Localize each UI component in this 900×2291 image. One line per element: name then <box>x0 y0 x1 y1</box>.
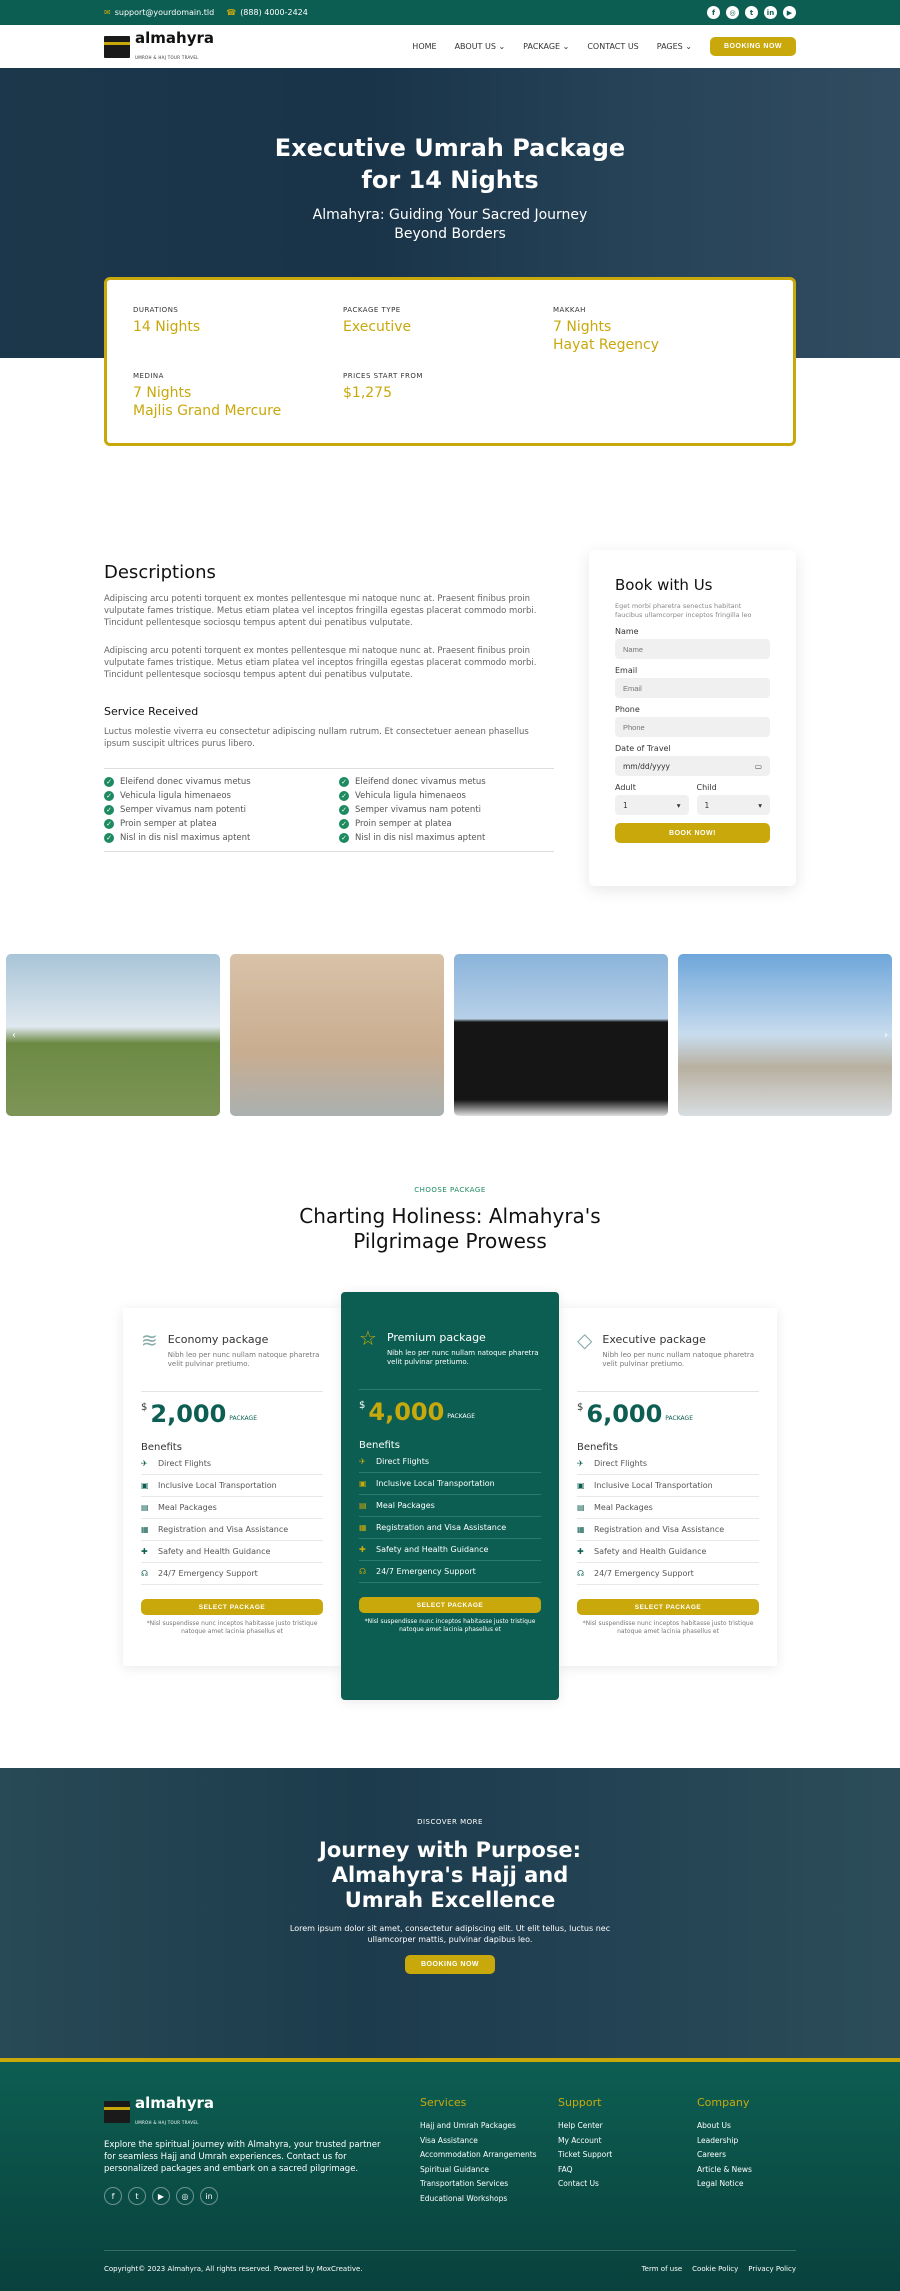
headset-icon: ☊ <box>577 1569 585 1578</box>
discover-booking-button[interactable]: BOOKING NOW <box>405 1955 495 1974</box>
nav-home[interactable]: HOME <box>412 42 437 51</box>
list-item: ▣ Inclusive Local Transportation <box>577 1475 759 1497</box>
nav-about[interactable]: ABOUT US ⌄ <box>454 42 506 51</box>
list-item: ✚ Safety and Health Guidance <box>577 1541 759 1563</box>
meal-icon: ▤ <box>141 1503 149 1512</box>
footer-about: almahyra UMROH & HAJ TOUR TRAVEL Explore the spiritual journey with Almahyra, your trusted partner for seamless Hajj and Umrah experiences. Contact us for personalized packages and embark on a sacred pilgrimage. f t ▶ ◎ in <box>104 2096 384 2206</box>
twitter-icon[interactable]: t <box>745 6 758 19</box>
gallery-madinah-image[interactable] <box>678 954 892 1116</box>
list-item: ✓ Vehicula ligula himenaeos <box>104 791 339 801</box>
footer-link[interactable]: Leadership <box>697 2135 739 2145</box>
logo[interactable]: almahyra UMROH & HAJ TOUR TRAVEL <box>104 31 214 62</box>
child-select[interactable]: 1 ▾ <box>697 795 771 815</box>
medkit-icon: ✚ <box>359 1545 366 1554</box>
footer-link[interactable]: Legal Notice <box>697 2179 744 2188</box>
service-title: Service Received <box>104 705 199 718</box>
footer-logo[interactable]: almahyra UMROH & HAJ TOUR TRAVEL <box>104 2096 384 2127</box>
star-icon: ☆ <box>359 1326 377 1350</box>
chevron-down-icon: ▾ <box>676 801 681 810</box>
premium-card: ☆ Premium package Nibh leo per nunc nullam natoque pharetra velit pulvinar pretiumo. $ 4,000 PACKAGE Benefits ✈ Direct Flights ▣ Inclusive Local Transportation ▤ Meal Packages ▦ Registration and Visa Assistance ✚ Safety and Health Guidance ☊ 24/7 Emergency Support SELECT PACKAGE *Nisl suspendisse nunc inceptos habitasse justo tristique natoque amet lacinia phasellus et <box>341 1292 559 1700</box>
bus-icon: ▣ <box>141 1481 149 1490</box>
instagram-icon[interactable]: ◎ <box>176 2187 194 2205</box>
check-icon: ✓ <box>339 805 349 815</box>
list-item: ▦ Registration and Visa Assistance <box>141 1519 323 1541</box>
footer-link[interactable]: Spiritual Guidance <box>420 2164 490 2174</box>
footer-link[interactable]: My Account <box>558 2135 602 2145</box>
packages-header: CHOOSE PACKAGE Charting Holiness: Almahyra's Pilgrimage Prowess <box>0 1186 900 1254</box>
footer-support: Support Help Center My Account Ticket Support FAQ Contact Us <box>558 2096 697 2206</box>
footer-link[interactable]: Ticket Support <box>558 2150 613 2159</box>
summary-medina: MEDINA 7 Nights Majlis Grand Mercure <box>133 372 282 419</box>
check-icon: ✓ <box>104 777 114 787</box>
packages-title: Charting Holiness: Almahyra's Pilgrimage Prowess <box>299 1204 601 1253</box>
discover-banner: DISCOVER MORE Journey with Purpose: Almahyra's Hajj and Umrah Excellence Lorem ipsum dolor sit amet, consectetur adipiscing elit. Ut elit tellus, luctus nec ullamcorper mattis, pulvinar dapibus leo. BOOKING NOW <box>0 1768 900 2058</box>
headset-icon: ☊ <box>359 1567 367 1576</box>
check-icon: ✓ <box>339 833 349 843</box>
list-item: ✚ Safety and Health Guidance <box>141 1541 323 1563</box>
check-icon: ✓ <box>104 833 114 843</box>
service-checklist <box>104 777 554 843</box>
meal-icon: ▤ <box>577 1503 585 1512</box>
summary-price: PRICES START FROM $1,275 <box>343 372 423 401</box>
main-nav <box>0 25 900 68</box>
list-item: ✈ Direct Flights <box>141 1453 323 1475</box>
list-item: ▣ Inclusive Local Transportation <box>141 1475 323 1497</box>
summary-type: PACKAGE TYPE Executive <box>343 306 412 335</box>
gallery-mosque-courtyard-image[interactable] <box>230 954 444 1116</box>
check-icon: ✓ <box>104 791 114 801</box>
economy-card: ≋ Economy package Nibh leo per nunc nullam natoque pharetra velit pulvinar pretiumo. $ 2,000 PACKAGE Benefits ✈ Direct Flights ▣ Inclusive Local Transportation ▤ Meal Packages ▦ Registration and Visa Assistance ✚ Safety and Health Guidance ☊ 24/7 Emergency Support SELECT PACKAGE *Nisl suspendisse nunc inceptos habitasse justo tristique natoque amet lacinia phasellus et <box>123 1308 341 1666</box>
list-item: ✓ Proin semper at platea <box>339 819 554 829</box>
executive-card: ◇ Executive package Nibh leo per nunc nullam natoque pharetra velit pulvinar pretiumo. $ 6,000 PACKAGE Benefits ✈ Direct Flights ▣ Inclusive Local Transportation ▤ Meal Packages ▦ Registration and Visa Assistance ✚ Safety and Health Guidance ☊ 24/7 Emergency Support SELECT PACKAGE *Nisl suspendisse nunc inceptos habitasse justo tristique natoque amet lacinia phasellus et <box>559 1308 777 1666</box>
mail-icon: ✉ <box>104 8 111 17</box>
list-item: ☊ 24/7 Emergency Support <box>577 1563 759 1585</box>
footer-link[interactable]: Contact Us <box>558 2179 599 2188</box>
bus-icon: ▣ <box>359 1479 367 1488</box>
linkedin-icon[interactable]: in <box>764 6 777 19</box>
list-item: ✓ Vehicula ligula himenaeos <box>339 791 554 801</box>
footer-link[interactable]: Help Center <box>558 2121 603 2130</box>
description-title: Descriptions <box>104 562 216 583</box>
medkit-icon: ✚ <box>141 1547 148 1556</box>
copyright: Copyright© 2023 Almahyra, All rights reserved. Powered by MoxCreative. <box>104 2265 363 2273</box>
name-input[interactable] <box>615 639 770 659</box>
list-item: ✓ Semper vivamus nam potenti <box>104 805 339 815</box>
kaaba-logo-icon <box>104 36 130 58</box>
list-item: ▤ Meal Packages <box>577 1497 759 1519</box>
youtube-icon[interactable]: ▶ <box>783 6 796 19</box>
footer-link[interactable]: Accommodation Arrangements <box>420 2150 537 2159</box>
footer-services: Services Hajj and Umrah Packages Visa Assistance Accommodation Arrangements Spiritual Guidance Transportation Services Educational Workshops <box>420 2096 558 2206</box>
gallery-kaaba-image[interactable] <box>454 954 668 1116</box>
list-item: ▤ Meal Packages <box>359 1495 541 1517</box>
list-item: ✓ Nisl in dis nisl maximus aptent <box>104 833 339 843</box>
list-item: ✈ Direct Flights <box>359 1451 541 1473</box>
summary-makkah: MAKKAH 7 Nights Hayat Regency <box>553 306 659 353</box>
facebook-icon[interactable]: f <box>104 2187 122 2205</box>
plane-icon: ✈ <box>577 1459 584 1468</box>
calendar-icon: ▭ <box>754 762 762 771</box>
nav-contact[interactable]: CONTACT US <box>587 42 639 51</box>
list-item: ✓ Eleifend donec vivamus metus <box>104 777 339 787</box>
list-item: ✓ Semper vivamus nam potenti <box>339 805 554 815</box>
check-icon: ✓ <box>104 805 114 815</box>
kaaba-logo-icon <box>104 2101 130 2123</box>
email-input[interactable] <box>615 678 770 698</box>
phone-contact[interactable]: ☎ (888) 4000-2424 <box>226 8 308 17</box>
booking-title: Book with Us <box>615 576 713 594</box>
meal-icon: ▤ <box>359 1501 367 1510</box>
footer-link[interactable]: Educational Workshops <box>420 2193 508 2203</box>
date-input[interactable]: mm/dd/yyyy ▭ <box>615 756 770 776</box>
instagram-icon[interactable]: ◎ <box>726 6 739 19</box>
linkedin-icon[interactable]: in <box>200 2187 218 2205</box>
prev-arrow-icon[interactable]: ‹ <box>12 1030 16 1041</box>
list-item: ▣ Inclusive Local Transportation <box>359 1473 541 1495</box>
select-economy-button[interactable]: SELECT PACKAGE <box>141 1599 323 1615</box>
list-item: ✈ Direct Flights <box>577 1453 759 1475</box>
summary-duration: DURATIONS 14 Nights <box>133 306 201 335</box>
footer-link[interactable]: Careers <box>697 2150 726 2159</box>
document-icon: ▦ <box>359 1523 367 1532</box>
layers-icon: ≋ <box>141 1328 158 1352</box>
footer <box>0 2058 900 2291</box>
booking-now-button[interactable]: BOOKING NOW <box>710 37 796 56</box>
list-item: ▤ Meal Packages <box>141 1497 323 1519</box>
footer-link[interactable]: FAQ <box>558 2164 573 2174</box>
list-item: ✓ Proin semper at platea <box>104 819 339 829</box>
select-premium-button[interactable]: SELECT PACKAGE <box>359 1597 541 1613</box>
facebook-icon[interactable]: f <box>707 6 720 19</box>
booking-form: Book with Us Eget morbi pharetra senectus habitant faucibus ullamcorper inceptos fringilla leo Name Name Email Email Phone Phone Date of Travel mm/dd/yyyy ▭ Adult 1 ▾ Child 1 ▾ BOOK NOW! <box>589 550 796 886</box>
list-item: ✓ Eleifend donec vivamus metus <box>339 777 554 787</box>
diamond-icon: ◇ <box>577 1328 593 1352</box>
next-arrow-icon[interactable]: › <box>884 1030 888 1041</box>
phone-icon: ☎ <box>226 8 237 17</box>
pricing-cards <box>0 1292 900 1700</box>
cookie-link[interactable]: Cookie Policy <box>692 2265 739 2273</box>
footer-company: Company About Us Leadership Careers Article & News Legal Notice <box>697 2096 752 2206</box>
privacy-link[interactable]: Privacy Policy <box>748 2265 796 2273</box>
package-summary-card <box>104 277 796 446</box>
list-item: ▦ Registration and Visa Assistance <box>577 1519 759 1541</box>
document-icon: ▦ <box>141 1525 149 1534</box>
top-bar <box>0 0 900 25</box>
phone-input[interactable] <box>615 717 770 737</box>
list-item: ☊ 24/7 Emergency Support <box>359 1561 541 1583</box>
twitter-icon[interactable]: t <box>128 2187 146 2205</box>
email-contact[interactable]: ✉ support@yourdomain.tld <box>104 8 215 17</box>
select-executive-button[interactable]: SELECT PACKAGE <box>577 1599 759 1615</box>
book-now-button[interactable]: BOOK NOW! <box>615 823 770 843</box>
list-item: ▦ Registration and Visa Assistance <box>359 1517 541 1539</box>
discover-title: Journey with Purpose: Almahyra's Hajj and Umrah Excellence <box>319 1838 581 1912</box>
check-icon: ✓ <box>339 791 349 801</box>
nav-package[interactable]: PACKAGE ⌄ <box>523 42 570 51</box>
gallery-airplane-image[interactable] <box>6 954 220 1116</box>
list-item: ✓ Nisl in dis nisl maximus aptent <box>339 833 554 843</box>
list-item: ✚ Safety and Health Guidance <box>359 1539 541 1561</box>
footer-link[interactable]: Transportation Services <box>420 2179 509 2188</box>
check-icon: ✓ <box>339 819 349 829</box>
check-icon: ✓ <box>339 777 349 787</box>
terms-link[interactable]: Term of use <box>641 2265 683 2273</box>
plane-icon: ✈ <box>359 1457 366 1466</box>
footer-link[interactable]: About Us <box>697 2121 731 2130</box>
headset-icon: ☊ <box>141 1569 149 1578</box>
hero-title: Executive Umrah Package for 14 Nights <box>274 134 626 194</box>
footer-link[interactable]: Visa Assistance <box>420 2135 478 2145</box>
hero-subtitle: Almahyra: Guiding Your Sacred Journey Beyond Borders <box>312 207 588 242</box>
footer-link[interactable]: Article & News <box>697 2164 752 2174</box>
bus-icon: ▣ <box>577 1481 585 1490</box>
nav-pages[interactable]: PAGES ⌄ <box>656 42 692 51</box>
plane-icon: ✈ <box>141 1459 148 1468</box>
list-item: ☊ 24/7 Emergency Support <box>141 1563 323 1585</box>
footer-link[interactable]: Hajj and Umrah Packages <box>420 2121 516 2130</box>
check-icon: ✓ <box>104 819 114 829</box>
adult-select[interactable]: 1 ▾ <box>615 795 689 815</box>
image-gallery <box>0 954 900 1116</box>
chevron-down-icon: ▾ <box>758 801 762 810</box>
youtube-icon[interactable]: ▶ <box>152 2187 170 2205</box>
description-section: Descriptions Adipiscing arcu potenti torquent ex montes pellentesque mi natoque nunc at. Praesent finibus proin vulputate fames tristique. Metus etiam platea vel inceptos fringilla egestas placerat commodo morbi. Tincidunt pellentesque sociosqu tempus aptent dui penatibus vulputate. Adipiscing arcu potenti torquent ex montes pellentesque mi natoque nunc at. Praesent finibus proin vulputate fames tristique. Metus etiam platea vel inceptos fringilla egestas placerat commodo morbi. Tincidunt pellentesque sociosqu tempus aptent dui penatibus vulputate. Service Received Luctus molestie viverra eu consectetur adipiscing nullam rutrum. Et consectetuer aenean phasellus ipsum suscipit ultrices purus libero. ✓ Eleifend donec vivamus metus ✓ Eleifend donec vivamus metus ✓ Vehicula ligula himenaeos ✓ Vehicula ligula himenaeos ✓ Semper vivamus nam potenti ✓ Semper vivamus nam potenti ✓ Proin semper at platea ✓ Proin semper at platea ✓ Nisl in dis nisl maximus aptent ✓ Nisl in dis nisl maximus aptent <box>104 554 554 886</box>
medkit-icon: ✚ <box>577 1547 584 1556</box>
document-icon: ▦ <box>577 1525 585 1534</box>
